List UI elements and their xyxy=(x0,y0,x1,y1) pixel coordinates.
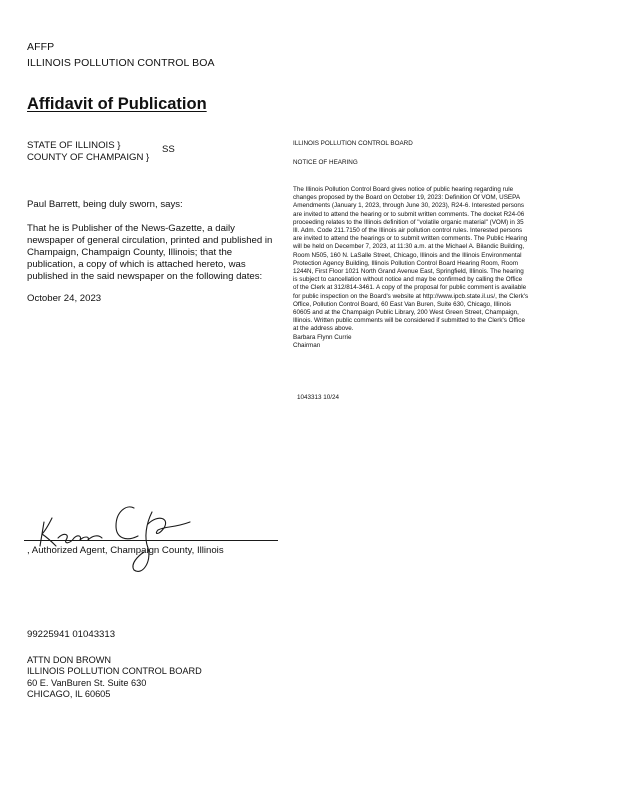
authorized-agent-label: , Authorized Agent, Champaign County, Illinois xyxy=(27,545,224,556)
reference-number: 99225941 01043313 xyxy=(27,629,116,640)
notice-line: Illinois. Written public comments will be considered if submitted to the Clerk's Office xyxy=(293,317,525,325)
notice-line: Ill. Adm. Code 211.7150 of the Illinois air pollution control rules. Interested persons xyxy=(293,227,523,235)
notice-line: is subject to cancellation without notice and may be confirmed by calling the Office xyxy=(293,276,523,284)
notice-line: Room N505, 160 N. LaSalle Street, Chicago, Illinois and the Illinois Environmental xyxy=(293,251,522,259)
body-line: published in the said newspaper on the following dates: xyxy=(27,271,263,282)
address-line: ATTN DON BROWN xyxy=(27,655,112,665)
notice-line: 60605 and at the Champaign Public Library, 200 West Green Street, Champaign, xyxy=(293,309,519,317)
body-line: Champaign, Champaign County, Illinois; that the xyxy=(27,247,233,258)
address-line: ILLINOIS POLLUTION CONTROL BOARD xyxy=(27,666,202,677)
notice-line: are invited to attend the hearings or to submit written comments. The Public Hearing xyxy=(293,235,528,243)
body-line: publication, a copy of which is attached hereto, was xyxy=(27,259,246,270)
notice-reference: 1043313 10/24 xyxy=(297,394,340,401)
header-line-board: ILLINOIS POLLUTION CONTROL BOA xyxy=(27,57,215,69)
page-title: Affidavit of Publication xyxy=(27,95,207,113)
affidavit-body xyxy=(27,223,287,283)
notice-line: at the address above. xyxy=(293,325,354,333)
header-line-afp: AFFP xyxy=(27,41,55,53)
venue-block xyxy=(27,140,149,164)
notice-line: changes proposed by the Board on October 19, 2023: Definition Of VOM, USEPA xyxy=(293,194,521,202)
notice-line: Office, Pollution Control Board, 60 East Van Buren, Suite 630, Chicago, Illinois xyxy=(293,300,512,308)
sworn-statement: Paul Barrett, being duly sworn, says: xyxy=(27,199,183,210)
notice-body xyxy=(293,186,593,350)
notice-line: of the Clerk at 312/814-3461. A copy of the proposal for public comment is available xyxy=(293,284,527,292)
notice-line: proceeding relates to the Illinois definition of "volatile organic material" (VOM) in 35 xyxy=(293,218,524,226)
notice-heading: NOTICE OF HEARING xyxy=(293,159,358,166)
notice-line: The Illinois Pollution Control Board gives notice of public hearing regarding rule xyxy=(293,186,514,193)
notice-line: are invited to attend the hearing or to submit written comments. The docket R24-06 xyxy=(293,210,525,218)
state-line: STATE OF ILLINOIS } xyxy=(27,140,121,151)
notice-line: 1244N, First Floor 1021 North Grand Avenue East, Springfield, Illinois. The hearing xyxy=(293,268,524,276)
notice-signer-title: Chairman xyxy=(293,341,321,349)
ss-mark: SS xyxy=(162,144,175,155)
notice-line: for public inspection on the Board's website at http://www.ipcb.state.il.us/, the Clerk's xyxy=(293,292,529,300)
publication-date: October 24, 2023 xyxy=(27,293,102,304)
notice-line: Amendments (January 1, 2023, through June 30, 2023), R24-6. Interested persons xyxy=(293,202,525,210)
county-line: COUNTY OF CHAMPAIGN } xyxy=(27,152,150,163)
handwritten-signature xyxy=(30,494,220,580)
notice-board-name: ILLINOIS POLLUTION CONTROL BOARD xyxy=(293,140,413,147)
mailing-address xyxy=(27,655,202,700)
body-line: That he is Publisher of the News-Gazette, a daily xyxy=(27,223,235,234)
address-line: CHICAGO, IL 60605 xyxy=(27,688,111,699)
signature-line xyxy=(24,540,278,541)
notice-line: will be held on December 7, 2023, at 11:30 a.m. at the Michael A. Bilandic Building, xyxy=(293,243,525,251)
address-line: 60 E. VanBuren St. Suite 630 xyxy=(27,677,147,688)
notice-line: Protection Agency Building, Illinois Pollution Control Board Hearing Room, Room xyxy=(293,259,519,267)
notice-signer: Barbara Flynn Currie xyxy=(293,333,352,341)
body-line: newspaper of general circulation, printed and published in xyxy=(27,235,273,246)
